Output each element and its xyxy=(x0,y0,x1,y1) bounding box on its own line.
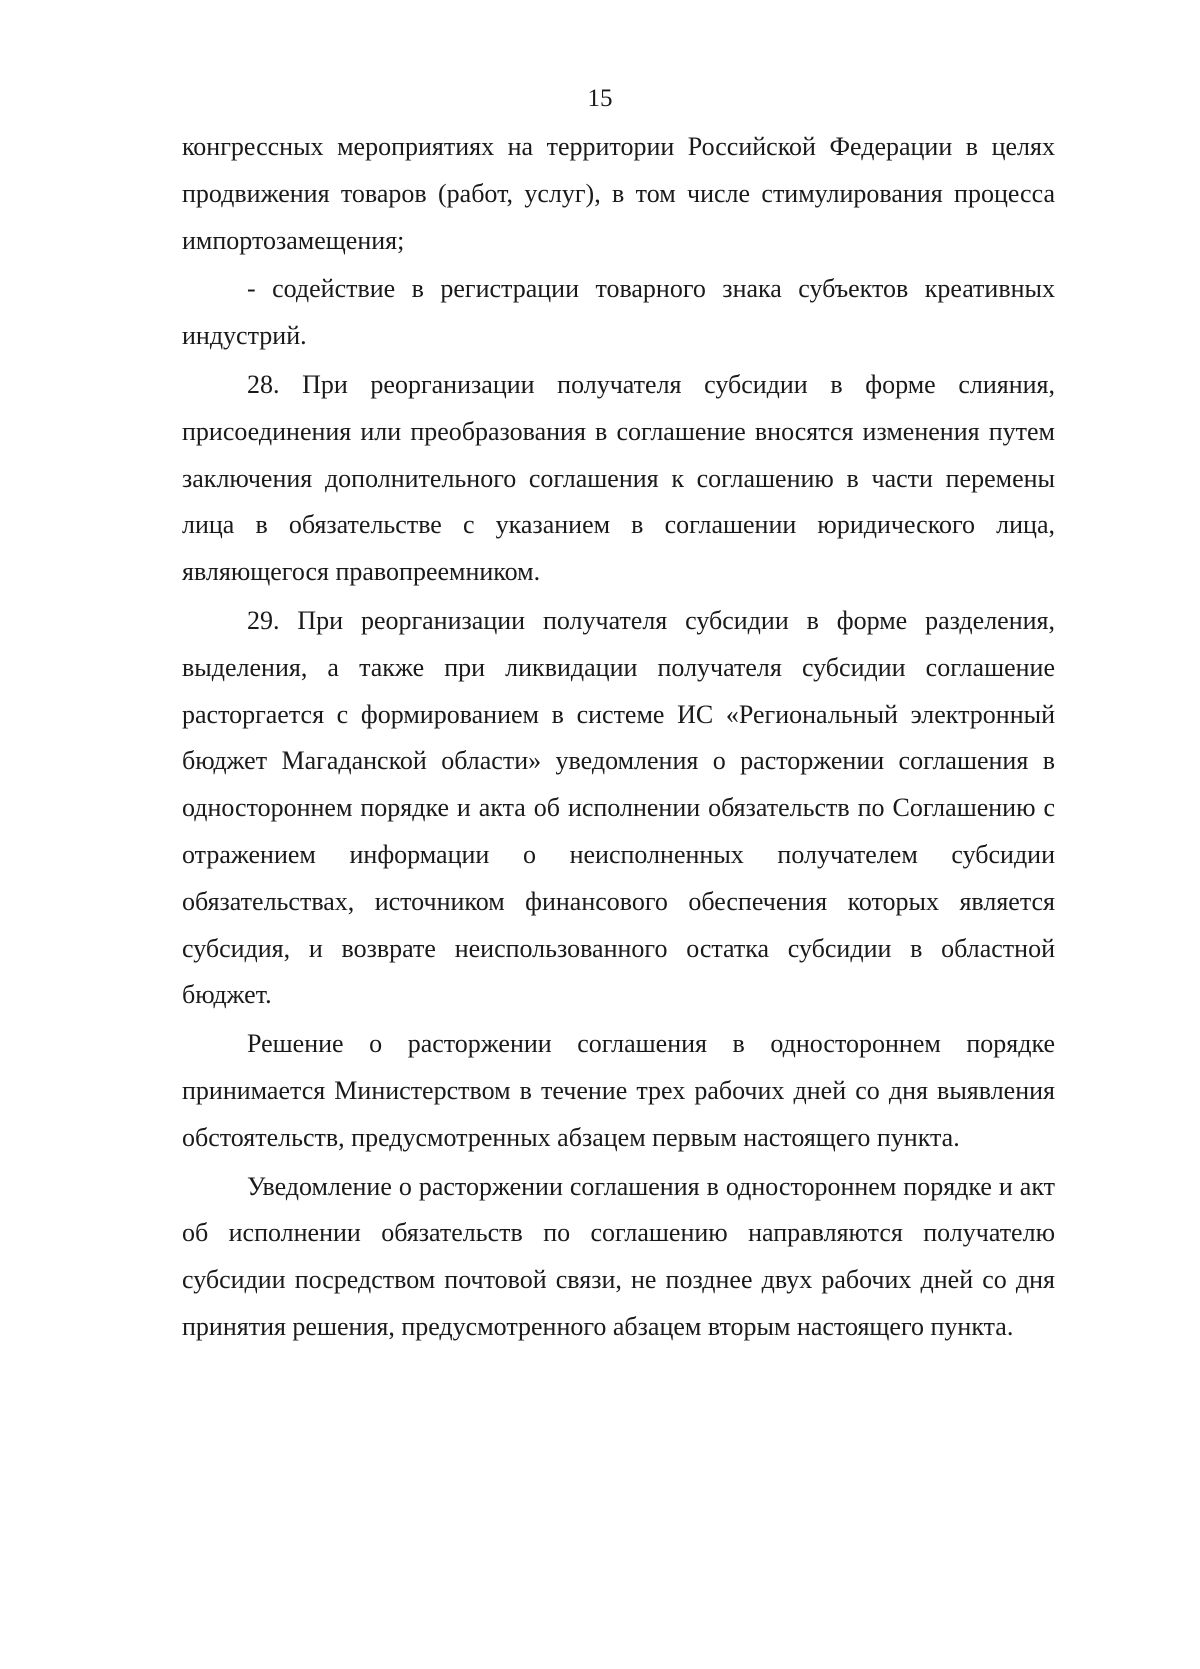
paragraph-trademark-support: - содействие в регистрации товарного знака субъектов креативных индустрий. xyxy=(182,274,1055,351)
paragraph-continuation: конгрессных мероприятиях на территории Российской Федерации в целях продвижения товаров (работ, услуг), в том числе стимулирования процесса импортозамещения; xyxy=(182,132,1055,255)
paragraph-termination-notice: Уведомление о расторжении соглашения в одностороннем порядке и акт об исполнении обязательств по соглашению направляются получателю субсидии посредством почтовой связи, не позднее двух рабочих дней со дня принятия решения, предусмотренного абзацем вторым настоящего пункта. xyxy=(182,1171,1055,1341)
paragraph-item-29: 29. При реорганизации получателя субсидии в форме разделения, выделения, а также при ликвидации получателя субсидии соглашение расторгается с формированием в системе ИС «Региональный электронный бюджет Магаданской области» уведомления о расторжении соглашения в одностороннем порядке и акта об исполнении обязательств по Соглашению с отражением информации о неисполненных получателем субсидии обязательствах, источником финансового обеспечения которых является субсидия, и возврате неиспользованного остатка субсидии в областной бюджет. xyxy=(182,605,1055,1010)
paragraph-item-28: 28. При реорганизации получателя субсидии в форме слияния, присоединения или преобразования в соглашение вносятся изменения путем заключения дополнительного соглашения к соглашению в части перемены лица в обязательстве с указанием в соглашении юридического лица, являющегося правопреемником. xyxy=(182,369,1055,587)
paragraph-termination-decision: Решение о расторжении соглашения в одностороннем порядке принимается Министерством в течение трех рабочих дней со дня выявления обстоятельств, предусмотренных абзацем первым настоящего пункта. xyxy=(182,1029,1055,1152)
page-number: 15 xyxy=(587,85,613,112)
document-body xyxy=(182,124,1055,1351)
